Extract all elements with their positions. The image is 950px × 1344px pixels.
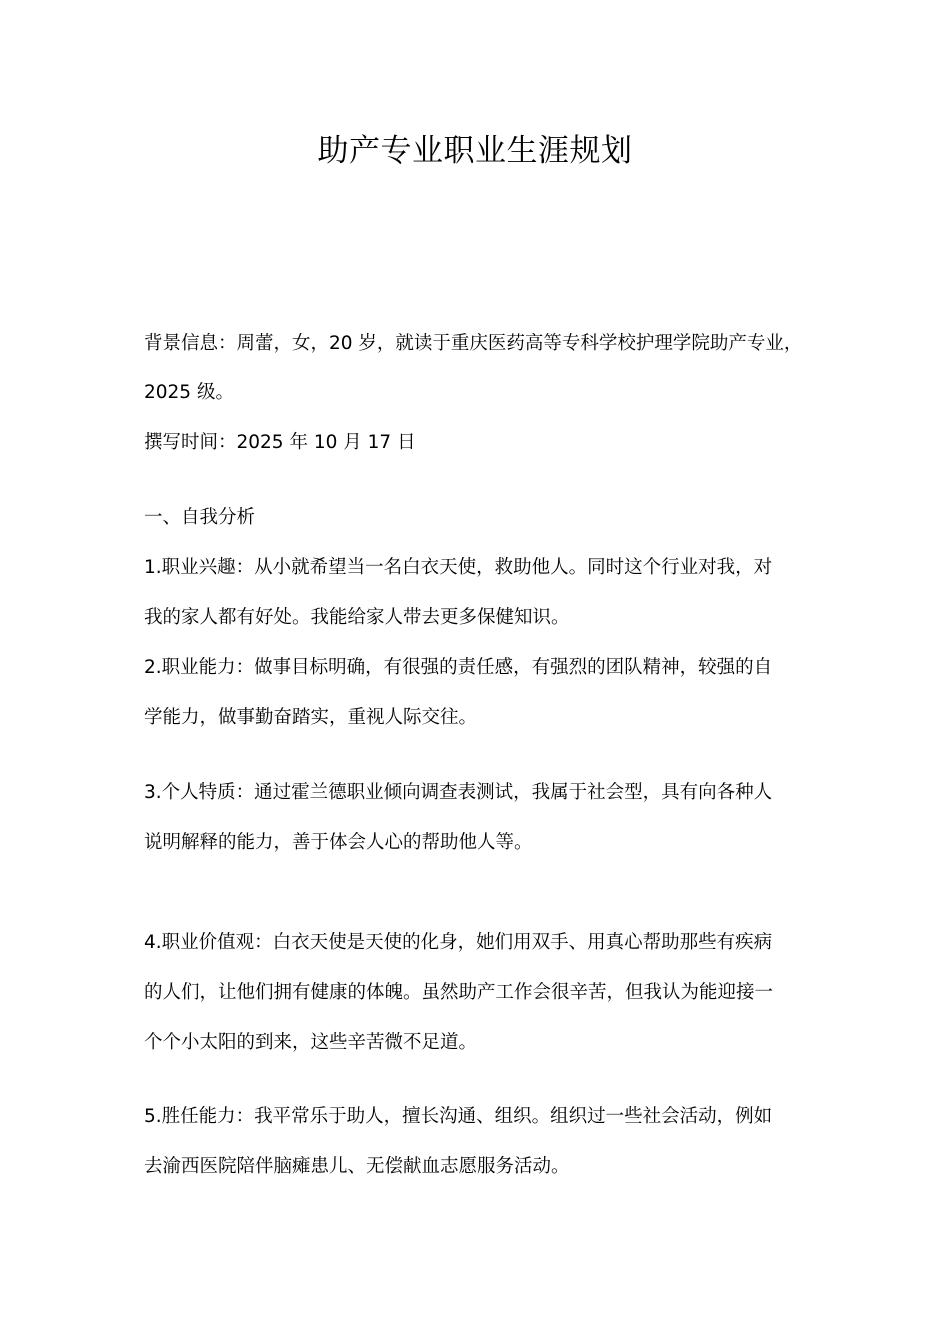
- document-title: 助产专业职业生涯规划: [317, 133, 633, 169]
- written-time: 撰写时间：2025 年 10 月 17 日: [144, 432, 416, 453]
- item-competence-line-1: 5.胜任能力：我平常乐于助人，擅长沟通、组织。组织过一些社会活动，例如: [144, 1106, 773, 1127]
- item-competence-line-2: 去渝西医院陪伴脑瘫患儿、无偿献血志愿服务活动。: [144, 1156, 570, 1177]
- section-heading-self-analysis: 一、自我分析: [144, 507, 256, 528]
- item-traits-line-1: 3.个人特质：通过霍兰德职业倾向调查表测试，我属于社会型，具有向各种人: [144, 782, 773, 803]
- item-interest-line-2: 我的家人都有好处。我能给家人带去更多保健知识。: [144, 607, 570, 628]
- background-line-2: 2025 级。: [144, 382, 234, 403]
- item-ability-line-2: 学能力，做事勤奋踏实，重视人际交往。: [144, 707, 478, 728]
- item-values-line-1: 4.职业价值观：白衣天使是天使的化身，她们用双手、用真心帮助那些有疾病: [144, 932, 773, 953]
- item-traits-line-2: 说明解释的能力，善于体会人心的帮助他人等。: [144, 832, 533, 853]
- item-interest-line-1: 1.职业兴趣：从小就希望当一名白衣天使，救助他人。同时这个行业对我，对: [144, 557, 773, 578]
- background-line-1: 背景信息：周蕾，女，20 岁，就读于重庆医药高等专科学校护理学院助产专业，: [144, 333, 803, 354]
- item-values-line-3: 个个小太阳的到来，这些辛苦微不足道。: [144, 1032, 478, 1053]
- item-values-line-2: 的人们，让他们拥有健康的体魄。虽然助产工作会很辛苦，但我认为能迎接一: [144, 982, 774, 1003]
- item-ability-line-1: 2.职业能力：做事目标明确，有很强的责任感，有强烈的团队精神，较强的自: [144, 657, 773, 678]
